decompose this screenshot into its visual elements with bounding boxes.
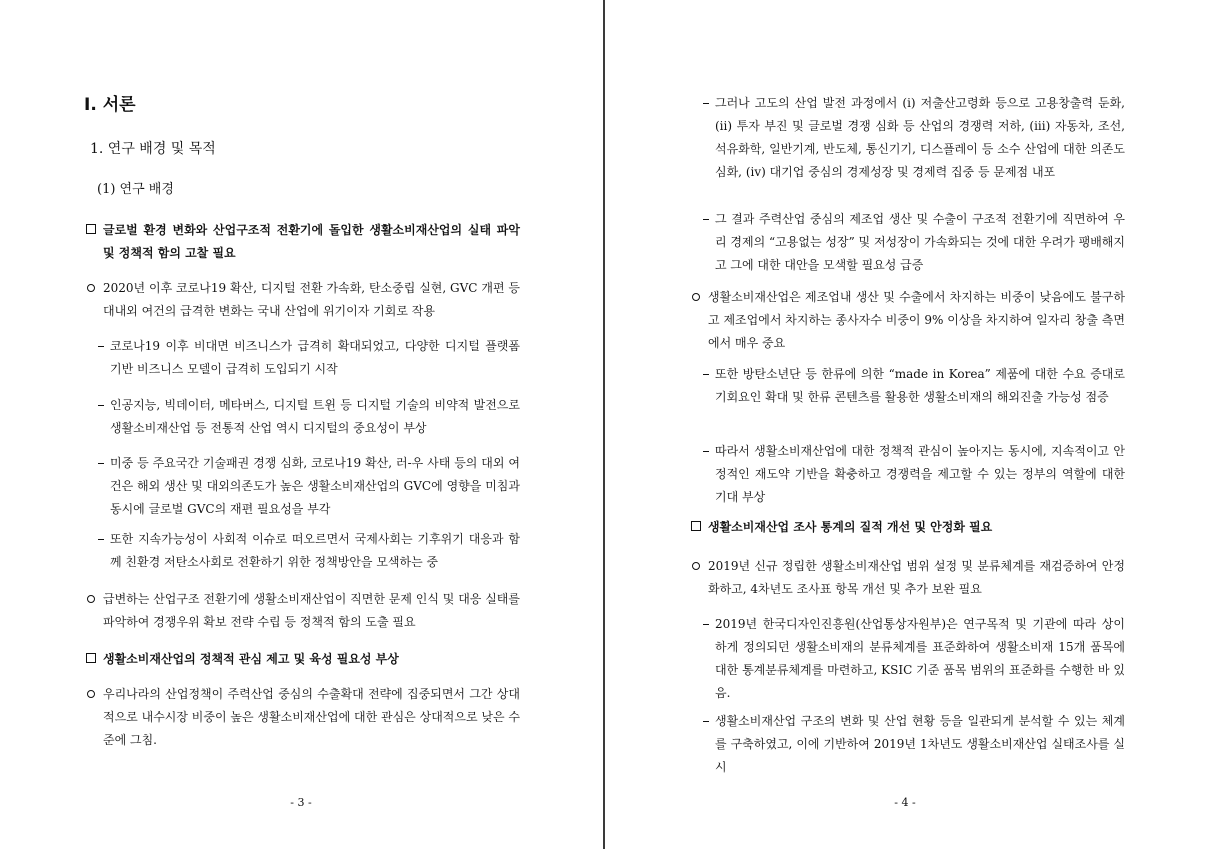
document-page-left	[0, 0, 603, 849]
checkbox-square-icon	[86, 224, 96, 234]
dash-bullet-icon	[98, 463, 104, 464]
circle-bullet-icon	[87, 284, 95, 292]
dash-bullet-icon	[703, 451, 709, 452]
dash-item	[98, 452, 520, 521]
dash-bullet-icon	[703, 624, 709, 625]
dash-bullet-icon	[98, 346, 104, 347]
dash-bullet-icon	[703, 374, 709, 375]
bullet-item	[86, 277, 520, 323]
circle-bullet-icon	[87, 595, 95, 603]
dash-item	[703, 613, 1125, 705]
section-title: 1. 연구 배경 및 목적	[90, 141, 216, 157]
circle-bullet-icon	[692, 293, 700, 301]
dash-text: 따라서 생활소비재산업에 대한 정책적 관심이 높아지는 동시에, 지속적이고 안정적인 재도약 기반을 확충하고 경쟁력을 제고할 수 있는 정부의 역할에 대한 기대 부상	[715, 444, 1125, 504]
dash-text: 또한 방탄소년단 등 한류에 의한 “made in Korea” 제품에 대한 수요 증대로 기회요인 확대 및 한류 콘텐츠를 활용한 생활소비재의 해외진출 가능성 점증	[715, 367, 1125, 404]
dash-bullet-icon	[703, 721, 709, 722]
dash-text: 코로나19 이후 비대면 비즈니스가 급격히 확대되었고, 다양한 디지털 플랫폼 기반 비즈니스 모델이 급격히 도입되기 시작	[110, 339, 520, 376]
heading-text: 글로벌 환경 변화와 산업구조적 전환기에 돌입한 생활소비재산업의 실태 파악 및 정책적 함의 고찰 필요	[103, 223, 520, 260]
page-number: - 4 -	[894, 796, 916, 809]
bullet-item	[691, 286, 1125, 355]
dash-bullet-icon	[703, 103, 709, 104]
bullet-text: 생활소비재산업은 제조업내 생산 및 수출에서 차지하는 비중이 낮음에도 불구하고 제조업에서 차지하는 종사자수 비중이 9% 이상을 차지하여 일자리 창출 측면에서 매우 중요	[708, 290, 1125, 350]
dash-item	[703, 710, 1125, 779]
dash-text: 미중 등 주요국간 기술패권 경쟁 심화, 코로나19 확산, 러-우 사태 등의 대외 여건은 해외 생산 및 대외의존도가 높은 생활소비재산업의 GVC에 영향을 미침과 동시에 글로벌 GVC의 재편 필요성을 부각	[110, 456, 520, 516]
dash-text: 또한 지속가능성이 사회적 이슈로 떠오르면서 국제사회는 기후위기 대응과 함께 친환경 저탄소사회로 전환하기 위한 정책방안을 모색하는 중	[110, 532, 520, 569]
heading-box-item	[691, 516, 1125, 539]
dash-text: 2019년 한국디자인진흥원(산업통상자원부)은 연구목적 및 기관에 따라 상이하게 정의되던 생활소비재의 분류체계를 표준화하여 생활소비재 15개 품목에 대한 통계분류체계를 마련하고, KSIC 기준 품목 범위의 표준화를 수행한 바 있음.	[715, 617, 1125, 700]
dash-text: 그러나 고도의 산업 발전 과정에서 (i) 저출산고령화 등으로 고용창출력 둔화, (ii) 투자 부진 및 글로벌 경쟁 심화 등 산업의 경쟁력 저하, (iii) 자동차, 조선, 석유화학, 일반기계, 반도체, 통신기기, 디스플레이 등 소수 산업에 대한 의존도 심화, (iv) 대기업 중심의 경제성장 및 경제력 집중 등 문제점 내포	[715, 96, 1125, 179]
subsection-title: (1) 연구 배경	[97, 182, 174, 197]
circle-bullet-icon	[692, 562, 700, 570]
bullet-item	[86, 588, 520, 634]
bullet-text: 급변하는 산업구조 전환기에 생활소비재산업이 직면한 문제 인식 및 대응 실태를 파악하여 경쟁우위 확보 전략 수립 등 정책적 함의 도출 필요	[103, 592, 520, 629]
heading-text: 생활소비재산업의 정책적 관심 제고 및 육성 필요성 부상	[103, 652, 399, 666]
dash-item	[98, 335, 520, 381]
dash-item	[703, 363, 1125, 409]
chapter-title: I. 서론	[84, 95, 136, 115]
bullet-text: 우리나라의 산업정책이 주력산업 중심의 수출확대 전략에 집중되면서 그간 상대적으로 내수시장 비중이 높은 생활소비재산업에 대한 관심은 상대적으로 낮은 수준에 그침.	[103, 687, 520, 747]
dash-item	[98, 528, 520, 574]
document-page-right	[605, 0, 1207, 849]
bullet-text: 2019년 신규 정립한 생활소비재산업 범위 설정 및 분류체계를 재검증하여 안정화하고, 4차년도 조사표 항목 개선 및 추가 보완 필요	[708, 559, 1125, 596]
heading-text: 생활소비재산업 조사 통계의 질적 개선 및 안정화 필요	[708, 520, 993, 534]
bullet-text: 2020년 이후 코로나19 확산, 디지털 전환 가속화, 탄소중립 실현, GVC 개편 등 대내외 여건의 급격한 변화는 국내 산업에 위기이자 기회로 작용	[103, 281, 520, 318]
dash-bullet-icon	[98, 405, 104, 406]
dash-item	[703, 440, 1125, 509]
dash-text: 인공지능, 빅데이터, 메타버스, 디지털 트윈 등 디지털 기술의 비약적 발전으로 생활소비재산업 등 전통적 산업 역시 디지털의 중요성이 부상	[110, 398, 520, 435]
dash-item	[703, 92, 1125, 184]
circle-bullet-icon	[87, 690, 95, 698]
dash-item	[703, 208, 1125, 277]
dash-bullet-icon	[703, 219, 709, 220]
page-number: - 3 -	[290, 796, 312, 809]
heading-box-item	[86, 219, 520, 265]
dash-text: 그 결과 주력산업 중심의 제조업 생산 및 수출이 구조적 전환기에 직면하여 우리 경제의 “고용없는 성장” 및 저성장이 가속화되는 것에 대한 우려가 팽배해지고 그에 대한 대안을 모색할 필요성 급증	[715, 212, 1125, 272]
dash-bullet-icon	[98, 539, 104, 540]
heading-box-item	[86, 648, 520, 671]
bullet-item	[691, 555, 1125, 601]
bullet-item	[86, 683, 520, 752]
dash-text: 생활소비재산업 구조의 변화 및 산업 현황 등을 일관되게 분석할 수 있는 체계를 구축하였고, 이에 기반하여 2019년 1차년도 생활소비재산업 실태조사를 실시	[715, 714, 1125, 774]
checkbox-square-icon	[86, 653, 96, 663]
dash-item	[98, 394, 520, 440]
checkbox-square-icon	[691, 521, 701, 531]
